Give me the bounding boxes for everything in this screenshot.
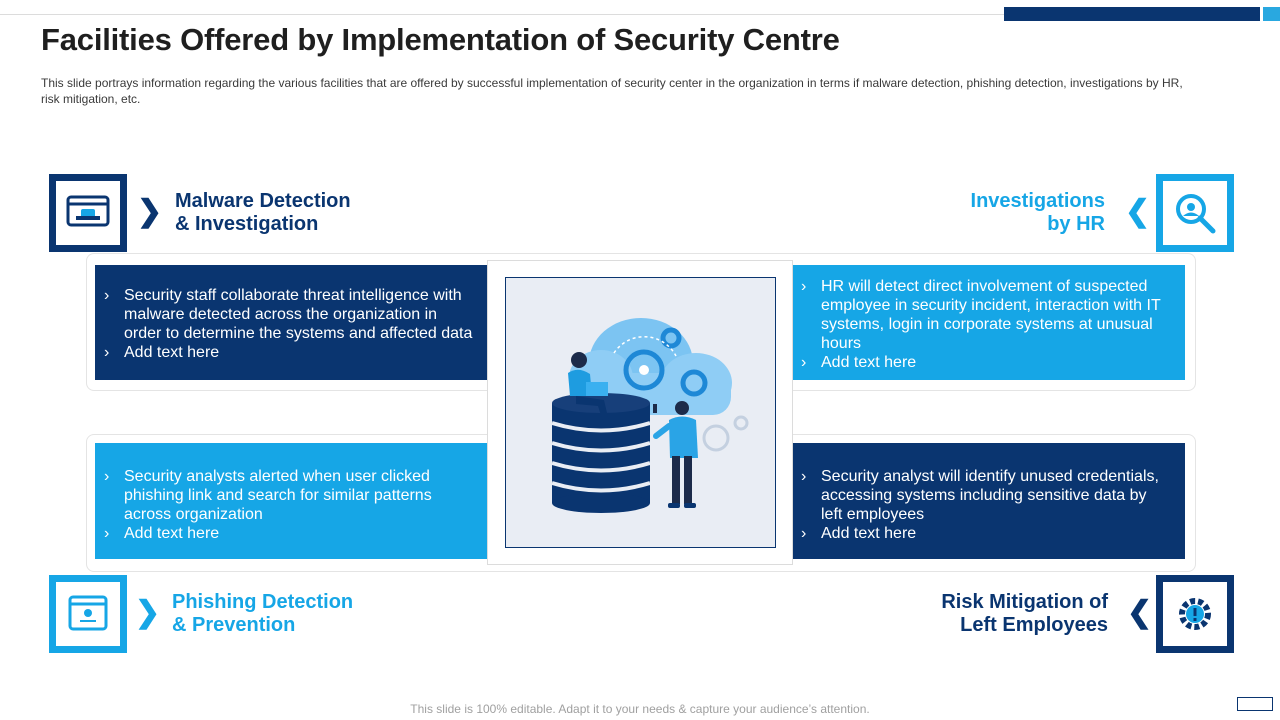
hr-heading-line1: Investigations [970, 190, 1105, 212]
slide-title: Facilities Offered by Implementation of Security Centre [41, 22, 840, 57]
illustration-area [505, 277, 776, 548]
risk-heading-line2: Left Employees [960, 614, 1108, 636]
risk-icon-box [1156, 575, 1234, 653]
phishing-chevron: ❯ [135, 596, 161, 629]
browser-malware-icon [66, 195, 110, 231]
gear-shield-icon [1175, 594, 1215, 634]
top-divider-line [0, 14, 1004, 15]
security-cloud-database-illustration [506, 278, 775, 547]
malware-chevron: ❯ [137, 195, 163, 228]
phishing-panel [95, 443, 488, 559]
top-accent-bar-light [1263, 7, 1280, 21]
malware-heading-line2: & Investigation [175, 213, 319, 235]
phishing-bullet-2: › Add text here [95, 524, 478, 543]
top-accent-bar-dark [1004, 7, 1260, 21]
phishing-bullet-1: › Security analysts alerted when user clicked phishing link and search for similar patterns across organization [95, 467, 478, 524]
risk-heading-line1: Risk Mitigation of [941, 591, 1108, 613]
hr-panel [792, 265, 1185, 380]
hr-bullet-1: › HR will detect direct involvement of suspected employee in security incident, interaction with IT systems, login in corporate systems at unusual hours [792, 277, 1171, 353]
corner-decoration [1237, 697, 1273, 711]
phishing-icon-box [49, 575, 127, 653]
footer-note: This slide is 100% editable. Adapt it to your needs & capture your audience’s attention. [410, 702, 870, 716]
hr-chevron: ❮ [1125, 195, 1151, 228]
hr-heading-line2: by HR [1047, 213, 1105, 235]
slide-subtitle: This slide portrays information regarding the various facilities that are offered by successful implementation of security center in the organization in terms if malware detection, phishing detection, investigations by HR, risk mitigation, etc. [41, 76, 1183, 106]
phishing-window-icon [68, 595, 108, 633]
risk-chevron: ❮ [1127, 596, 1153, 629]
hr-icon-box [1156, 174, 1234, 252]
hr-heading [971, 190, 1105, 236]
malware-heading-line1: Malware Detection [175, 190, 351, 212]
malware-bullet-1: › Security staff collaborate threat intelligence with malware detected across the organization in order to determine the systems and affected data [95, 286, 478, 343]
malware-panel [95, 265, 488, 380]
risk-heading [941, 591, 1108, 637]
risk-bullet-1: › Security analyst will identify unused credentials, accessing systems including sensitive data by left employees [792, 467, 1171, 524]
malware-icon-box [49, 174, 127, 252]
magnifier-icon [1173, 191, 1217, 235]
malware-heading [175, 190, 351, 236]
phishing-heading-line2: & Prevention [172, 614, 296, 636]
phishing-heading-line1: Phishing Detection [172, 591, 354, 613]
malware-bullet-2: › Add text here [95, 343, 478, 362]
risk-panel [792, 443, 1185, 559]
man-with-phone-figure [653, 401, 698, 508]
risk-bullet-2: › Add text here [792, 524, 1171, 543]
phishing-heading [172, 591, 353, 637]
hr-bullet-2: › Add text here [792, 353, 1171, 372]
